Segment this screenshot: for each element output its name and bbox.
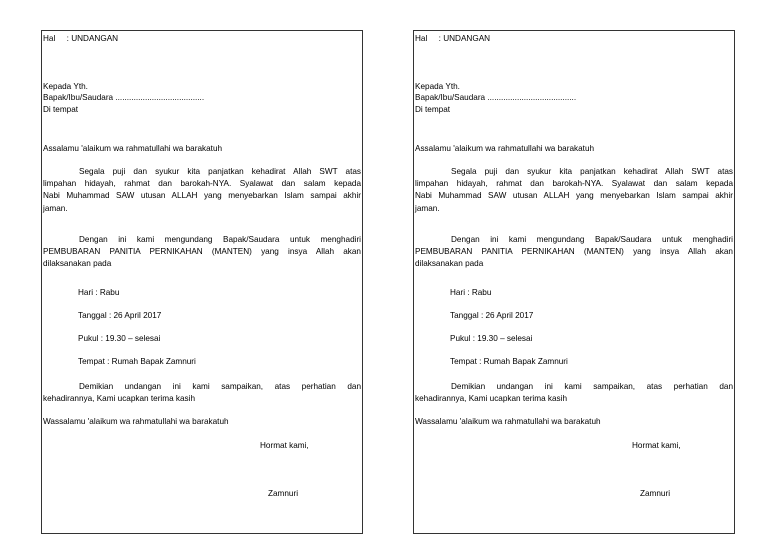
para1-line3: Nabi Muhammad SAW utusan ALLAH yang menyebarkan Islam sampai akhir [415,191,733,200]
place-line: Di tempat [43,105,79,114]
para1-line4: jaman. [43,204,68,213]
addressee-line: Kepada Yth. [415,82,460,91]
detail-time: Pukul : 19.30 – selesai [78,334,161,343]
letter-page-right [413,30,735,534]
para2-line3: dilaksanakan pada [415,259,484,268]
para2-line2: PEMBUBARAN PANITIA PERNIKAHAN (MANTEN) yang insya Allah akan [43,247,361,256]
detail-time: Pukul : 19.30 – selesai [450,334,533,343]
greeting: Assalamu 'alaikum wa rahmatullahi wa barakatuh [43,144,223,153]
subject-label: Hal [415,34,428,43]
para3-line1: Demikian undangan ini kami sampaikan, atas perhatian dan [451,382,733,391]
signer-name: Zamnuri [640,489,671,498]
para1-line3: Nabi Muhammad SAW utusan ALLAH yang menyebarkan Islam sampai akhir [43,191,361,200]
detail-day: Hari : Rabu [450,288,492,297]
para2-line3: dilaksanakan pada [43,259,112,268]
recipient-line: Bapak/Ibu/Saudara ....................................... [415,93,577,102]
recipient-line: Bapak/Ibu/Saudara ....................................... [43,93,205,102]
regards: Hormat kami, [632,441,681,450]
letter-page-left [41,30,363,534]
subject-label: Hal [43,34,56,43]
subject-value: : UNDANGAN [438,34,491,43]
subject-line [43,33,361,44]
place-line: Di tempat [415,105,451,114]
detail-date: Tanggal : 26 April 2017 [450,311,534,320]
addressee-line: Kepada Yth. [43,82,88,91]
closing: Wassalamu 'alaikum wa rahmatullahi wa barakatuh [43,417,229,426]
detail-venue: Tempat : Rumah Bapak Zamnuri [78,357,196,366]
detail-day: Hari : Rabu [78,288,120,297]
para2-line2: PEMBUBARAN PANITIA PERNIKAHAN (MANTEN) yang insya Allah akan [415,247,733,256]
para2-line1: Dengan ini kami mengundang Bapak/Saudara untuk menghadiri [79,235,361,244]
para1-line4: jaman. [415,204,440,213]
subject-line [415,33,733,44]
subject-value: : UNDANGAN [66,34,119,43]
para3-line2: kehadirannya, Kami ucapkan terima kasih [43,394,196,403]
para1-line2: limpahan hidayah, rahmat dan barokah-NYA. Syalawat dan salam kepada [43,179,361,188]
para1-line1: Segala puji dan syukur kita panjatkan kehadirat Allah SWT atas [451,167,733,176]
para1-line1: Segala puji dan syukur kita panjatkan kehadirat Allah SWT atas [79,167,361,176]
regards: Hormat kami, [260,441,309,450]
signer-name: Zamnuri [268,489,299,498]
para3-line1: Demikian undangan ini kami sampaikan, atas perhatian dan [79,382,361,391]
detail-date: Tanggal : 26 April 2017 [78,311,162,320]
para2-line1: Dengan ini kami mengundang Bapak/Saudara untuk menghadiri [451,235,733,244]
para3-line2: kehadirannya, Kami ucapkan terima kasih [415,394,568,403]
detail-venue: Tempat : Rumah Bapak Zamnuri [450,357,568,366]
para1-line2: limpahan hidayah, rahmat dan barokah-NYA. Syalawat dan salam kepada [415,179,733,188]
greeting: Assalamu 'alaikum wa rahmatullahi wa barakatuh [415,144,595,153]
closing: Wassalamu 'alaikum wa rahmatullahi wa barakatuh [415,417,601,426]
